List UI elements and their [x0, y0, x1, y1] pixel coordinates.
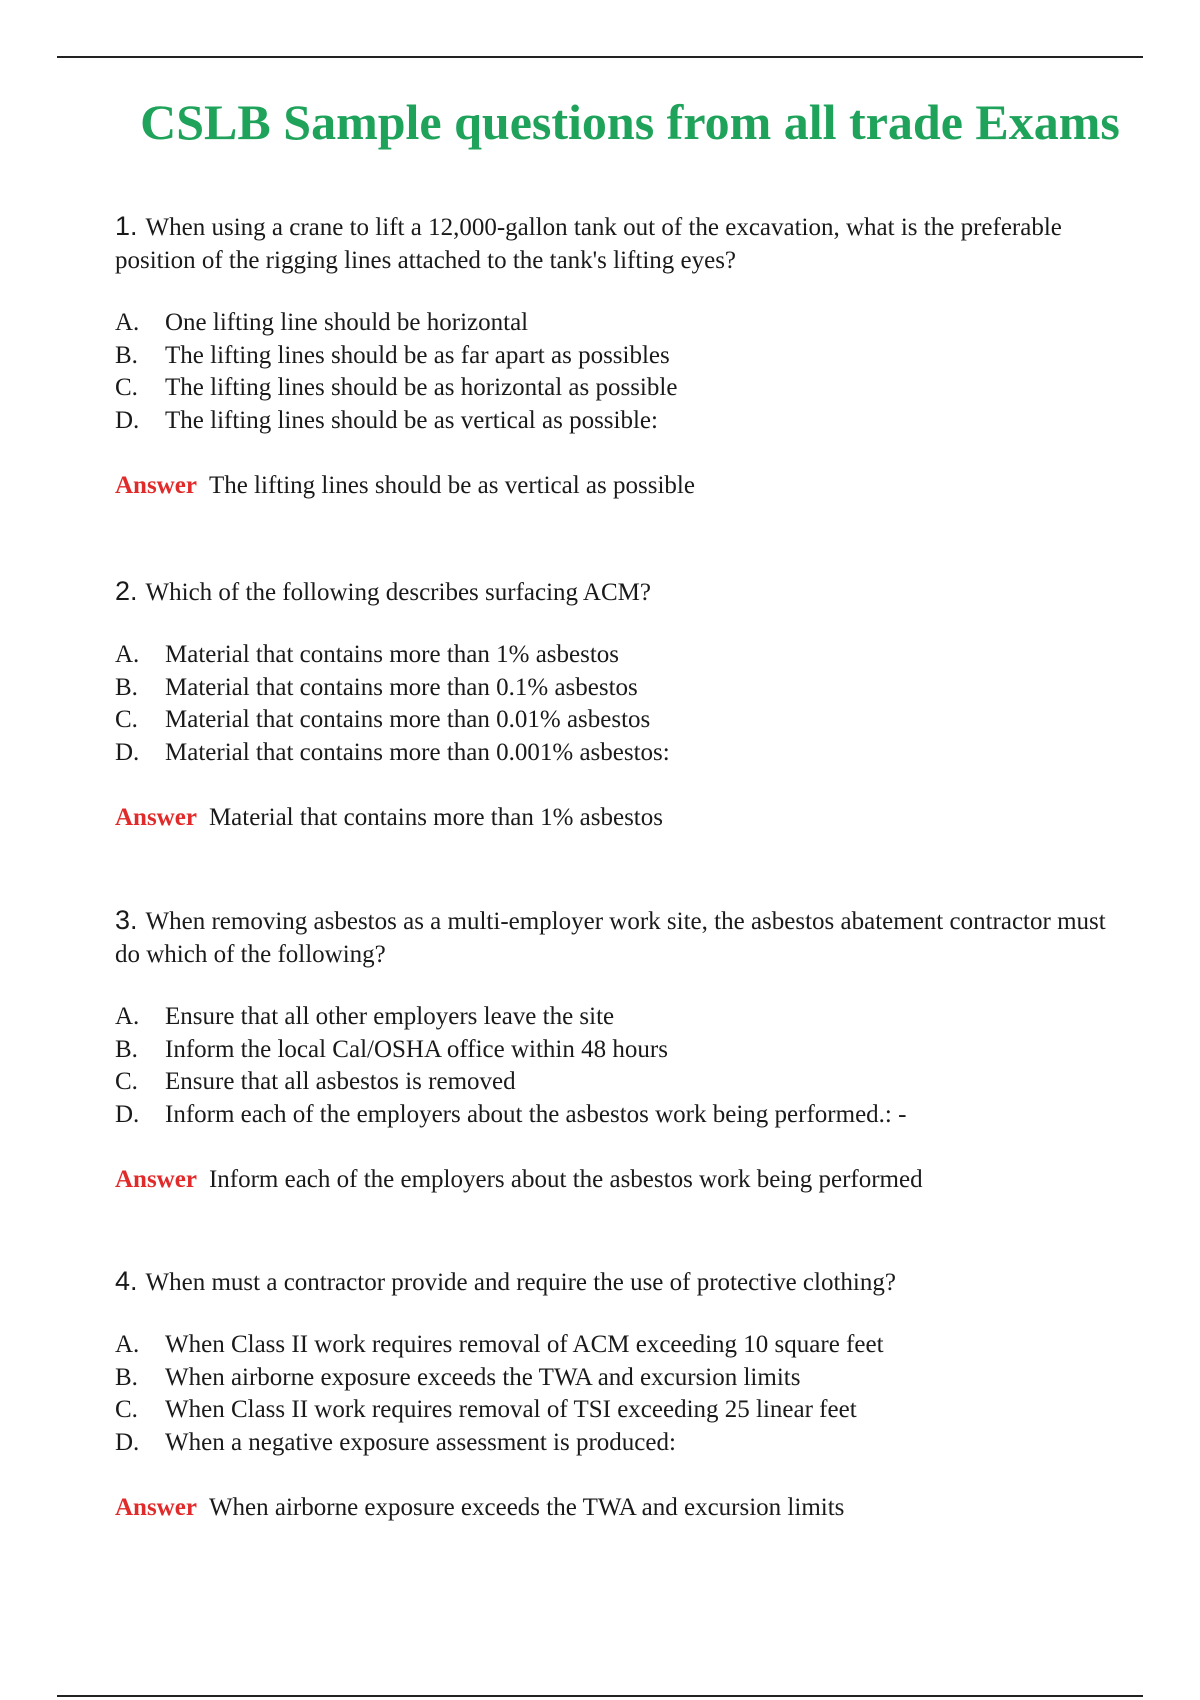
answer-line [115, 469, 1115, 502]
question-text [115, 575, 1115, 609]
option-d [115, 737, 1115, 770]
option-text: When a negative exposure assessment is produced: [165, 1428, 676, 1456]
option-b [115, 340, 1115, 373]
option-c [115, 372, 1115, 405]
options-list [115, 1001, 1115, 1131]
option-b [115, 672, 1115, 705]
option-text: Inform each of the employers about the asbestos work being performed.: - [165, 1100, 907, 1128]
option-a [115, 1001, 1115, 1034]
page-title: CSLB Sample questions from all trade Exams [140, 93, 1120, 150]
answer-label: Answer [115, 1166, 197, 1193]
option-letter: B. [115, 673, 138, 701]
answer-line [115, 801, 1115, 834]
option-letter: C. [115, 1068, 138, 1095]
question-1 [115, 210, 1115, 502]
option-c [115, 1394, 1115, 1427]
question-3 [115, 904, 1115, 1196]
option-d [115, 1427, 1115, 1460]
option-text: Material that contains more than 0.01% asbestos [165, 706, 651, 733]
options-list [115, 639, 1115, 769]
answer-label: Answer [115, 472, 197, 499]
option-a [115, 639, 1115, 672]
question-text [115, 904, 1115, 971]
option-letter: C. [115, 1396, 138, 1423]
option-letter: D. [115, 406, 140, 434]
question-prompt: When must a contractor provide and require the use of protective clothing? [145, 1269, 896, 1296]
answer-label: Answer [115, 804, 197, 831]
option-d [115, 1099, 1115, 1132]
option-text: Ensure that all other employers leave the site [165, 1003, 615, 1030]
option-a [115, 307, 1115, 340]
answer-label: Answer [115, 1494, 197, 1521]
option-letter: B. [115, 341, 138, 369]
answer-text: The lifting lines should be as vertical as possible [208, 472, 695, 499]
option-text: The lifting lines should be as far apart as possibles [165, 341, 670, 369]
option-text: The lifting lines should be as horizontal as possible [165, 374, 678, 401]
question-prompt: When removing asbestos as a multi-employer work site, the asbestos abatement contractor must do which of the following? [115, 908, 1106, 968]
option-letter: D. [115, 738, 140, 766]
option-a [115, 1329, 1115, 1362]
answer-text: Inform each of the employers about the asbestos work being performed [208, 1166, 923, 1193]
option-letter: D. [115, 1100, 140, 1128]
options-list [115, 307, 1115, 437]
option-text: One lifting line should be horizontal [165, 309, 529, 336]
option-letter: A. [115, 641, 140, 668]
option-text: When Class II work requires removal of TSI exceeding 25 linear feet [165, 1396, 857, 1423]
option-letter: A. [115, 1003, 140, 1030]
option-letter: C. [115, 706, 138, 733]
question-text [115, 1265, 1115, 1299]
option-text: When Class II work requires removal of ACM exceeding 10 square feet [165, 1331, 884, 1358]
question-prompt: When using a crane to lift a 12,000-gallon tank out of the excavation, what is the preferable position of the rigging lines attached to the tank's lifting eyes? [115, 214, 1062, 274]
option-letter: B. [115, 1363, 138, 1391]
question-number: 1. [115, 211, 138, 241]
option-text: When airborne exposure exceeds the TWA and excursion limits [165, 1363, 801, 1391]
option-letter: A. [115, 1331, 140, 1358]
option-b [115, 1362, 1115, 1395]
option-text: Inform the local Cal/OSHA office within 48 hours [165, 1035, 668, 1063]
top-rule [57, 56, 1143, 58]
question-number: 4. [115, 1266, 138, 1296]
options-list [115, 1329, 1115, 1459]
question-2 [115, 575, 1115, 834]
bottom-rule [57, 1695, 1143, 1697]
question-text [115, 210, 1115, 277]
option-text: The lifting lines should be as vertical as possible: [165, 406, 658, 434]
option-text: Ensure that all asbestos is removed [165, 1068, 516, 1095]
answer-text: When airborne exposure exceeds the TWA and excursion limits [208, 1494, 845, 1521]
question-number: 3. [115, 905, 138, 935]
option-letter: A. [115, 309, 140, 336]
option-letter: B. [115, 1035, 138, 1063]
option-c [115, 1066, 1115, 1099]
option-b [115, 1034, 1115, 1067]
option-letter: D. [115, 1428, 140, 1456]
answer-text: Material that contains more than 1% asbestos [208, 804, 663, 831]
answer-line [115, 1163, 1115, 1196]
option-c [115, 704, 1115, 737]
option-text: Material that contains more than 1% asbestos [165, 641, 620, 668]
question-prompt: Which of the following describes surfacing ACM? [145, 579, 651, 606]
option-text: Material that contains more than 0.001% asbestos: [165, 738, 670, 766]
option-text: Material that contains more than 0.1% asbestos [165, 673, 638, 701]
question-4 [115, 1265, 1115, 1524]
option-d [115, 405, 1115, 438]
question-number: 2. [115, 576, 138, 606]
answer-line [115, 1491, 1115, 1524]
option-letter: C. [115, 374, 138, 401]
